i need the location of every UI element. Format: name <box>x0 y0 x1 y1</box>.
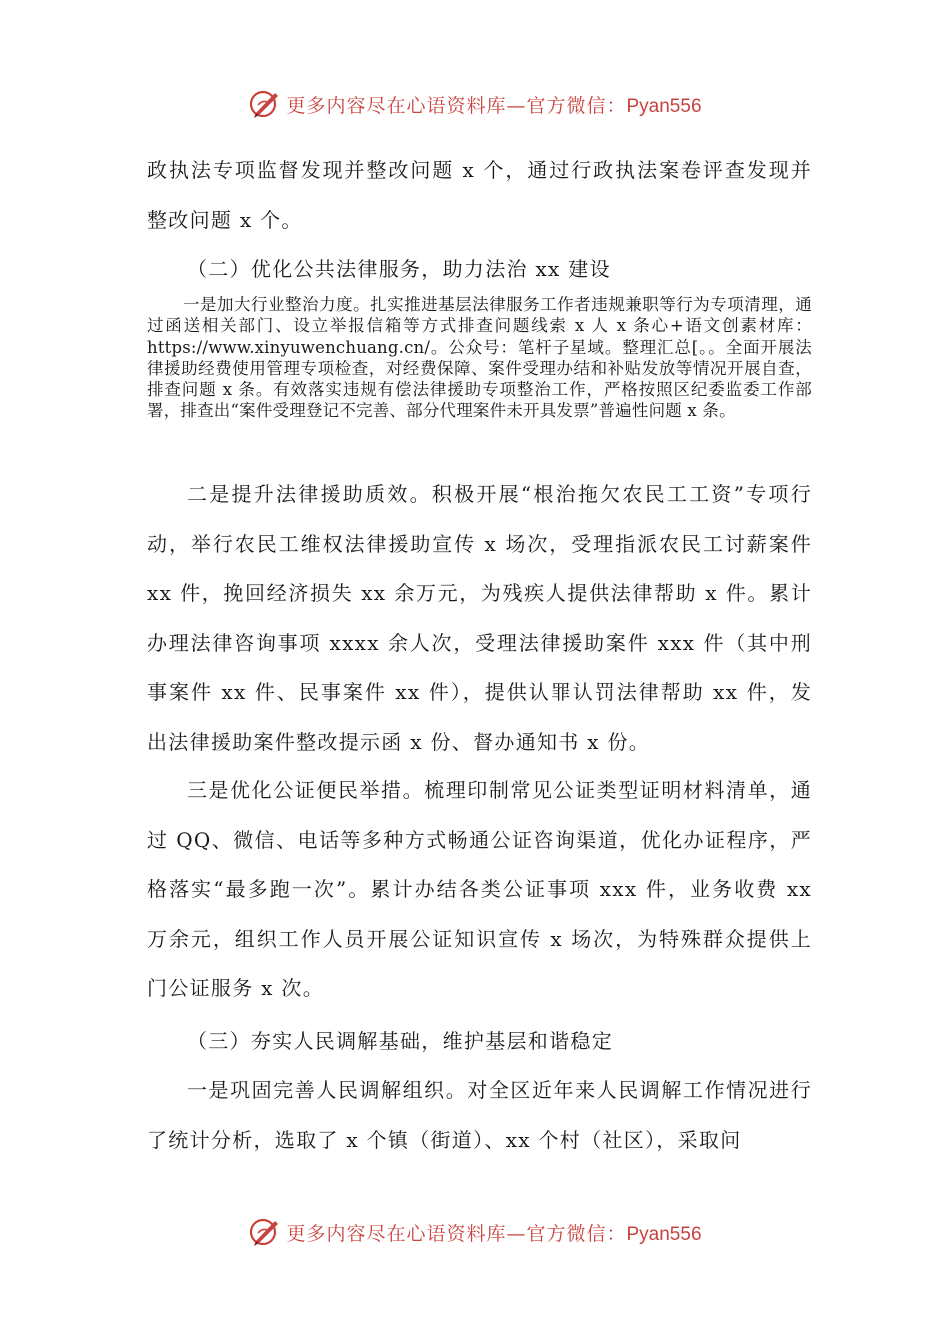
paragraph-public-legal-service: 一是加大行业整治力度。扎实推进基层法律服务工作者违规兼职等行为专项清理，通过函送相关部门、设立举报信箱等方式排查问题线索 x 人 x 条心+语文创素材库：https://www.xinyuwenchuang.cn/。公众号：笔杆子星域。整理汇总[。。全面开展法律援助经费使用管理专项检查，对经费保障、案件受理办结和补贴发放等情况开展自查，排查问题 x 条。有效落实违规有偿法律援助专项整治工作，严格按照区纪委监委工作部署，排查出“案件受理登记不完善、部分代理案件未开具发票”普遍性问题 x 条。 <box>147 295 812 421</box>
section-heading-3: （三）夯实人民调解基础，维护基层和谐稳定 <box>187 1029 613 1053</box>
pen-logo-icon <box>248 1215 282 1249</box>
paragraph-continued: 政执法专项监督发现并整改问题 x 个，通过行政执法案卷评查发现并整改问题 x 个。 <box>147 158 812 232</box>
pen-logo-icon <box>248 87 282 121</box>
paragraph-mediation: 一是巩固完善人民调解组织。对全区近年来人民调解工作情况进行了统计分析，选取了 x 个镇（街道）、xx 个村（社区），采取问 <box>147 1078 812 1152</box>
footer-watermark <box>0 1212 950 1252</box>
paragraph-legal-aid-quality: 二是提升法律援助质效。积极开展“根治拖欠农民工工资”专项行动，举行农民工维权法律援助宣传 x 场次，受理指派农民工讨薪案件 xx 件，挽回经济损失 xx 余万元，为残疾人提供法律帮助 x 件。累计办理法律咨询事项 xxxx 余人次，受理法律援助案件 xxx 件（其中刑事案件 xx 件、民事案件 xx 件），提供认罪认罚法律帮助 xx 件，发出法律援助案件整改提示函 x 份、督办通知书 x 份。 <box>147 482 812 754</box>
watermark-text: 更多内容尽在心语资料库—官方微信：Pyan556 <box>286 94 702 117</box>
section-heading-2: （二）优化公共法律服务，助力法治 xx 建设 <box>187 257 611 281</box>
watermark-text: 更多内容尽在心语资料库—官方微信：Pyan556 <box>286 1222 702 1245</box>
paragraph-notary-service: 三是优化公证便民举措。梳理印制常见公证类型证明材料清单，通过 QQ、微信、电话等多种方式畅通公证咨询渠道，优化办证程序，严格落实“最多跑一次”。累计办结各类公证事项 xxx 件，业务收费 xx 万余元，组织工作人员开展公证知识宣传 x 场次，为特殊群众提供上门公证服务 x 次。 <box>147 778 812 1000</box>
header-watermark <box>0 84 950 124</box>
